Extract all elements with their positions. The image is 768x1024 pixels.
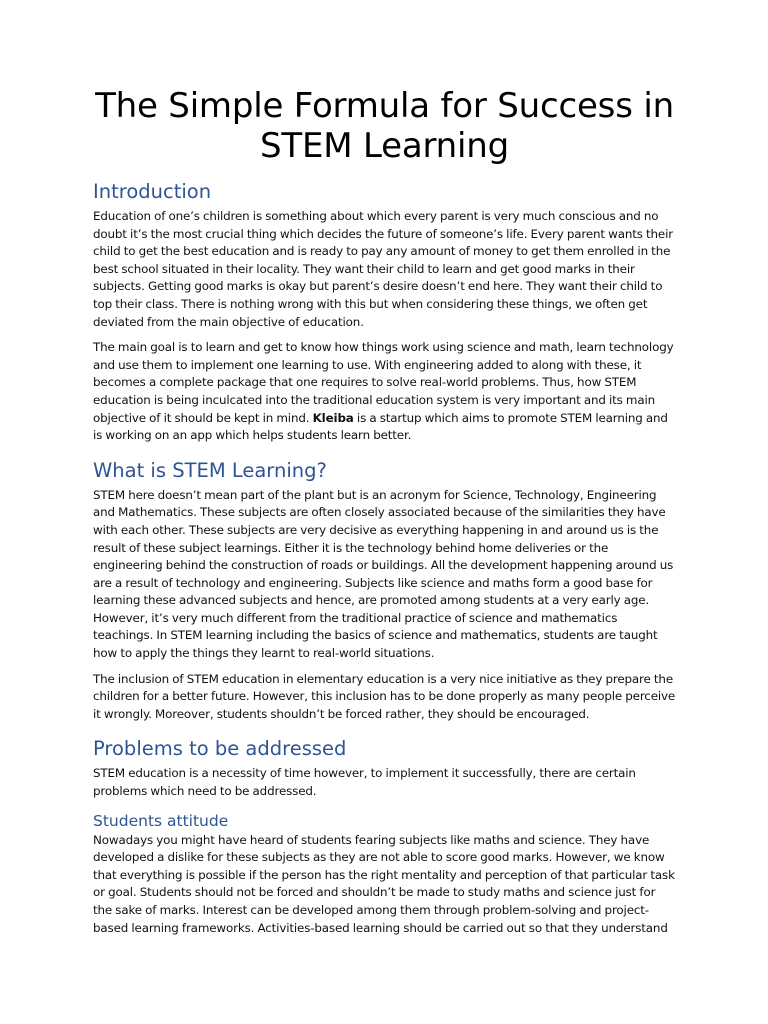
document-page xyxy=(93,86,676,945)
paragraph-what-is-2: The inclusion of STEM education in elementary education is a very nice initiative as they prepare the children for a better future. However, this inclusion has to be done properly as many people perceive it wrongly. Moreover, students shouldn’t be forced rather, they should be encouraged. xyxy=(93,671,676,721)
kleiba-brand-text: Kleiba xyxy=(312,410,354,425)
heading-what-is-stem: What is STEM Learning? xyxy=(93,458,327,482)
paragraph-students-attitude: Nowadays you might have heard of students fearing subjects like maths and science. They have developed a dislike for these subjects as they are not able to score good marks. However, we know that everything is possible if the person has the right mentality and perception of that particular task or goal. Students should not be forced and shouldn’t be made to study maths and science just for the sake of marks. Interest can be developed among them through problem-solving and project-based learning frameworks. Activities-based learning should be carried out so that they understand xyxy=(93,832,675,935)
subheading-students-attitude: Students attitude xyxy=(93,811,229,830)
paragraph-problems-1: STEM education is a necessity of time however, to implement it successfully, there are certain problems which need to be addressed. xyxy=(93,766,636,799)
paragraph-intro-2-part-2: is a startup which aims to promote STEM learning and is working on an app which helps students learn better. xyxy=(93,410,668,443)
heading-problems: Problems to be addressed xyxy=(93,737,347,761)
document-title: The Simple Formula for Success in STEM Learning xyxy=(95,86,674,166)
paragraph-intro-2-part-1: The main goal is to learn and get to know how things work using science and math, learn technology and use them to implement one learning to use. With engineering added to along with these, it becomes a complete package that one requires to solve real-world problems. Thus, how STEM education is being inculcated into the traditional education system is very important and its main objective of it should be kept in mind. xyxy=(93,340,674,425)
heading-introduction: Introduction xyxy=(93,180,212,203)
paragraph-intro-1: Education of one’s children is something about which every parent is very much conscious and no doubt it’s the most crucial thing which decides the future of someone’s life. Every parent wants their child to get the best education and is ready to pay any amount of money to get them enrolled in the best school situated in their locality. They want their child to learn and get good marks in their subjects. Getting good marks is okay but parent’s desire doesn’t end here. They want their child to top their class. There is nothing wrong with this but when considering these things, we often get deviated from the main objective of education. xyxy=(93,209,673,329)
paragraph-intro-2 xyxy=(93,339,676,445)
paragraph-what-is-1: STEM here doesn’t mean part of the plant but is an acronym for Science, Technology, Engineering and Mathematics. These subjects are often closely associated because of the similarities they have with each other. These subjects are very decisive as everything happening in and around us is the result of these subject learnings. Either it is the technology behind home deliveries or the engineering behind the construction of roads or buildings. All the development happening around us are a result of technology and engineering. Subjects like science and maths form a good base for learning these advanced subjects and hence, are promoted among students at a very early age. However, it’s very much different from the traditional practice of science and mathematics teachings. In STEM learning including the basics of science and mathematics, students are taught how to apply the things they learnt to real-world situations. xyxy=(93,487,674,661)
